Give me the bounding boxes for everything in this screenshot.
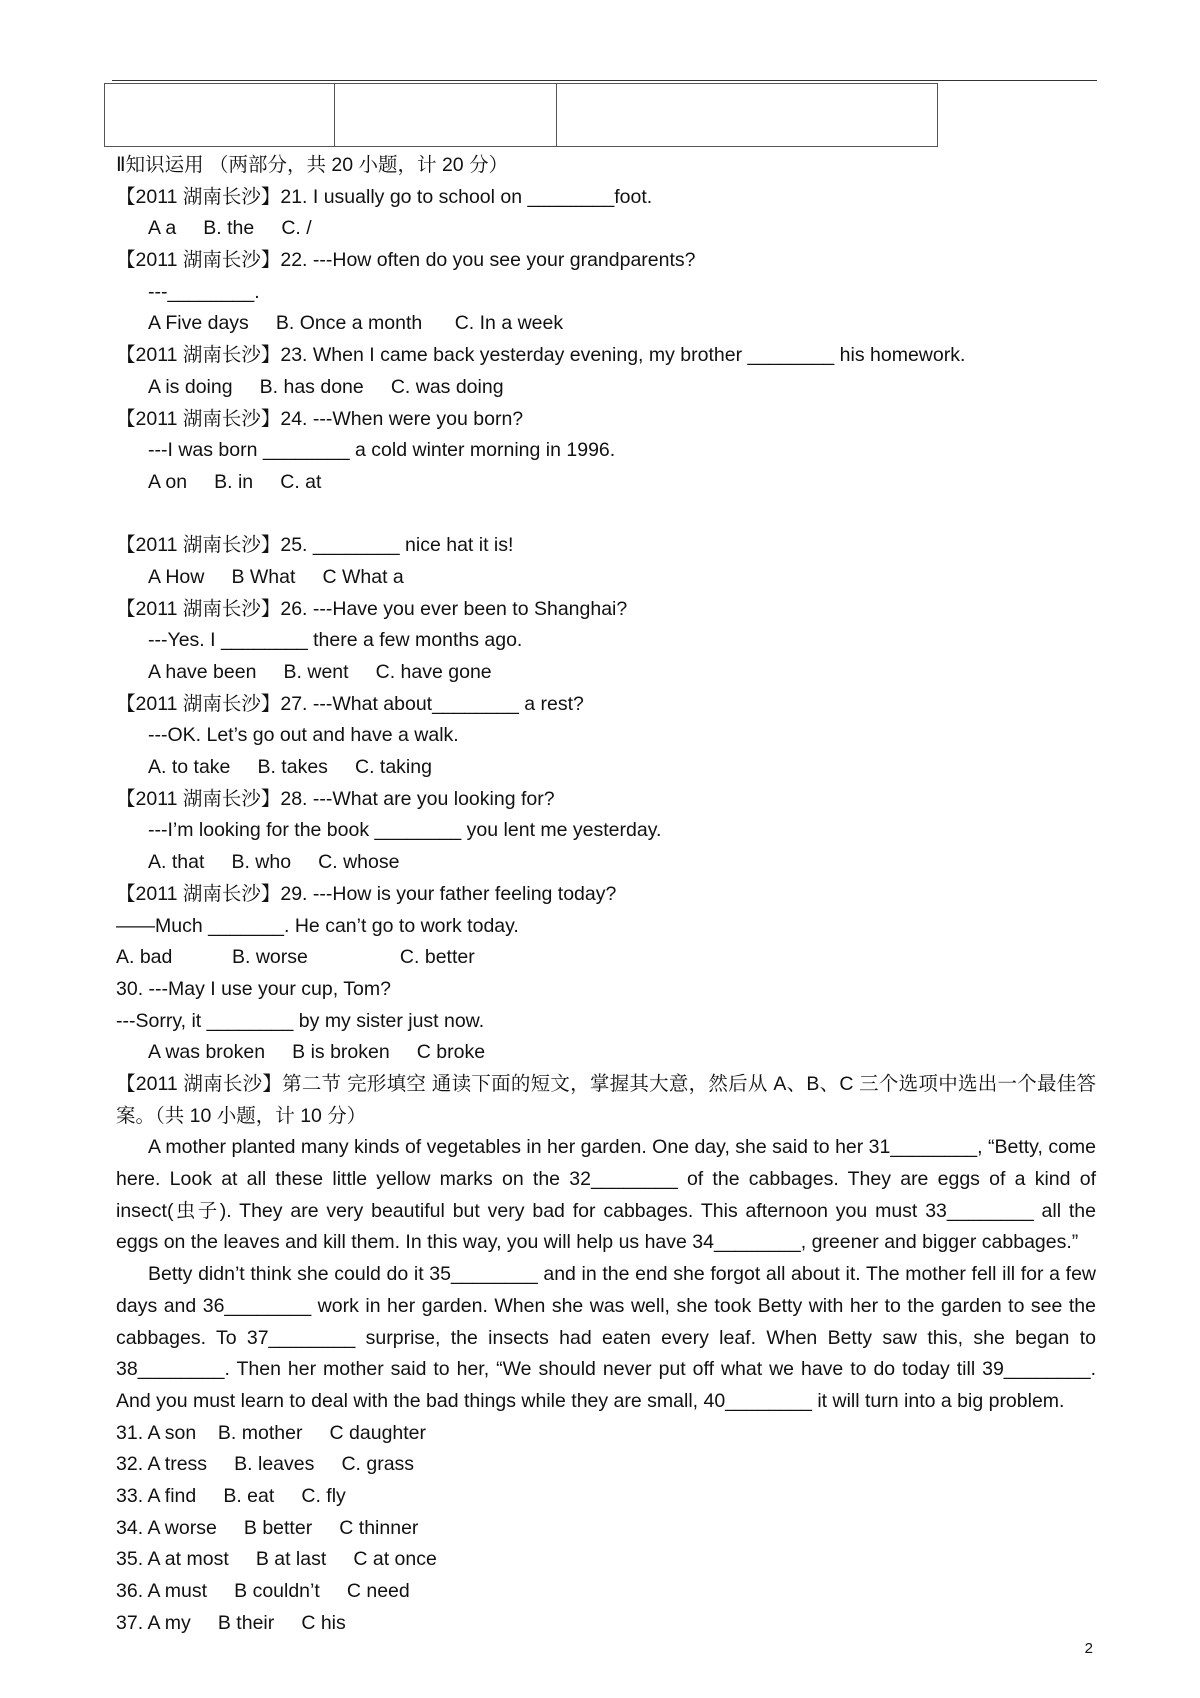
cloze-option: 37. A my B their C his: [116, 1611, 346, 1634]
cloze-intro: 【2011 湖南长沙】第二节 完形填空 通读下面的短文，掌握其大意，然后从 A、B、C 三个选项中选出一个最佳答案。（共 10 小题，计 10 分）: [116, 1072, 1096, 1127]
score-table-cell: [557, 83, 938, 147]
section-title: Ⅱ知识运用 （两部分，共 20 小题，计 20 分）: [116, 154, 509, 176]
cloze-option: 31. A son B. mother C daughter: [116, 1421, 427, 1444]
question-options: A. bad B. worse C. better: [116, 946, 475, 969]
question-line: ---I was born ________ a cold winter morning in 1996.: [148, 439, 616, 462]
cloze-paragraph: A mother planted many kinds of vegetables in her garden. One day, she said to her 31________, “Betty, come here. Look at all these little yellow marks on the 32________ of the cabbages. They are eggs of a kind of insect(虫子). They are very beautiful but very bad for cabbages. This afternoon you must 33________ all the eggs on the leaves and kill them. In this way, you will help us have 34________, greener and bigger cabbages.”: [116, 1136, 1096, 1254]
cloze-option: 33. A find B. eat C. fly: [116, 1485, 346, 1508]
question-options: A. that B. who C. whose: [148, 851, 400, 874]
question-prompt: 30. ---May I use your cup, Tom?: [116, 977, 391, 1000]
question-options: A is doing B. has done C. was doing: [148, 375, 504, 398]
question-prompt: 【2011 湖南长沙】28. ---What are you looking for?: [116, 787, 555, 810]
question-prompt: 【2011 湖南长沙】26. ---Have you ever been to Shanghai?: [116, 597, 628, 620]
question-prompt: 【2011 湖南长沙】27. ---What about________ a rest?: [116, 692, 584, 715]
question-prompt: 【2011 湖南长沙】23. When I came back yesterday evening, my brother ________ his homework.: [116, 344, 966, 367]
question-line: ---Sorry, it ________ by my sister just now.: [116, 1009, 485, 1032]
question-options: A have been B. went C. have gone: [148, 661, 492, 683]
score-table: [104, 83, 938, 147]
cloze-paragraph: Betty didn’t think she could do it 35________ and in the end she forgot all about it. The mother fell ill for a few days and 36________ work in her garden. When she was well, she took Betty with her to the garden to see the cabbages. To 37________ surprise, the insects had eaten every leaf. When Betty saw this, she began to 38________. Then her mother said to her, “We should never put off what we have to do today till 39________. And you must learn to deal with the bad things while they are small, 40________ it will turn into a big problem.: [116, 1263, 1096, 1412]
cloze-option: 36. A must B couldn’t C need: [116, 1580, 410, 1603]
question-prompt: 【2011 湖南长沙】29. ---How is your father feeling today?: [116, 882, 617, 905]
question-options: A was broken B is broken C broke: [148, 1041, 486, 1064]
blank-line: [116, 499, 1096, 531]
header-rule: [112, 80, 1097, 81]
score-table-cell: [104, 83, 335, 147]
question-options: A. to take B. takes C. taking: [148, 756, 432, 779]
cloze-option: 32. A tress B. leaves C. grass: [116, 1453, 415, 1476]
document-body: [116, 150, 1096, 1639]
question-line: ---Yes. I ________ there a few months ago.: [148, 629, 523, 652]
page-number: 2: [1084, 1640, 1093, 1657]
question-options: A Five days B. Once a month C. In a week: [148, 312, 564, 335]
question-prompt: 【2011 湖南长沙】22. ---How often do you see your grandparents?: [116, 249, 696, 272]
question-options: A on B. in C. at: [148, 470, 322, 493]
question-prompt: 【2011 湖南长沙】21. I usually go to school on ________foot.: [116, 185, 653, 208]
cloze-option: 34. A worse B better C thinner: [116, 1516, 419, 1539]
question-line: ---I’m looking for the book ________ you lent me yesterday.: [148, 819, 662, 842]
question-line: ---OK. Let’s go out and have a walk.: [148, 724, 459, 747]
question-prompt: 【2011 湖南长沙】25. ________ nice hat it is!: [116, 534, 514, 557]
score-table-cell: [335, 83, 557, 147]
question-options: A How B What C What a: [148, 565, 404, 588]
question-options: A a B. the C. /: [148, 217, 312, 240]
question-line: ---________.: [148, 280, 260, 303]
question-prompt: 【2011 湖南长沙】24. ---When were you born?: [116, 407, 524, 430]
question-line: ——Much _______. He can’t go to work today.: [116, 914, 519, 937]
cloze-option: 35. A at most B at last C at once: [116, 1548, 437, 1571]
